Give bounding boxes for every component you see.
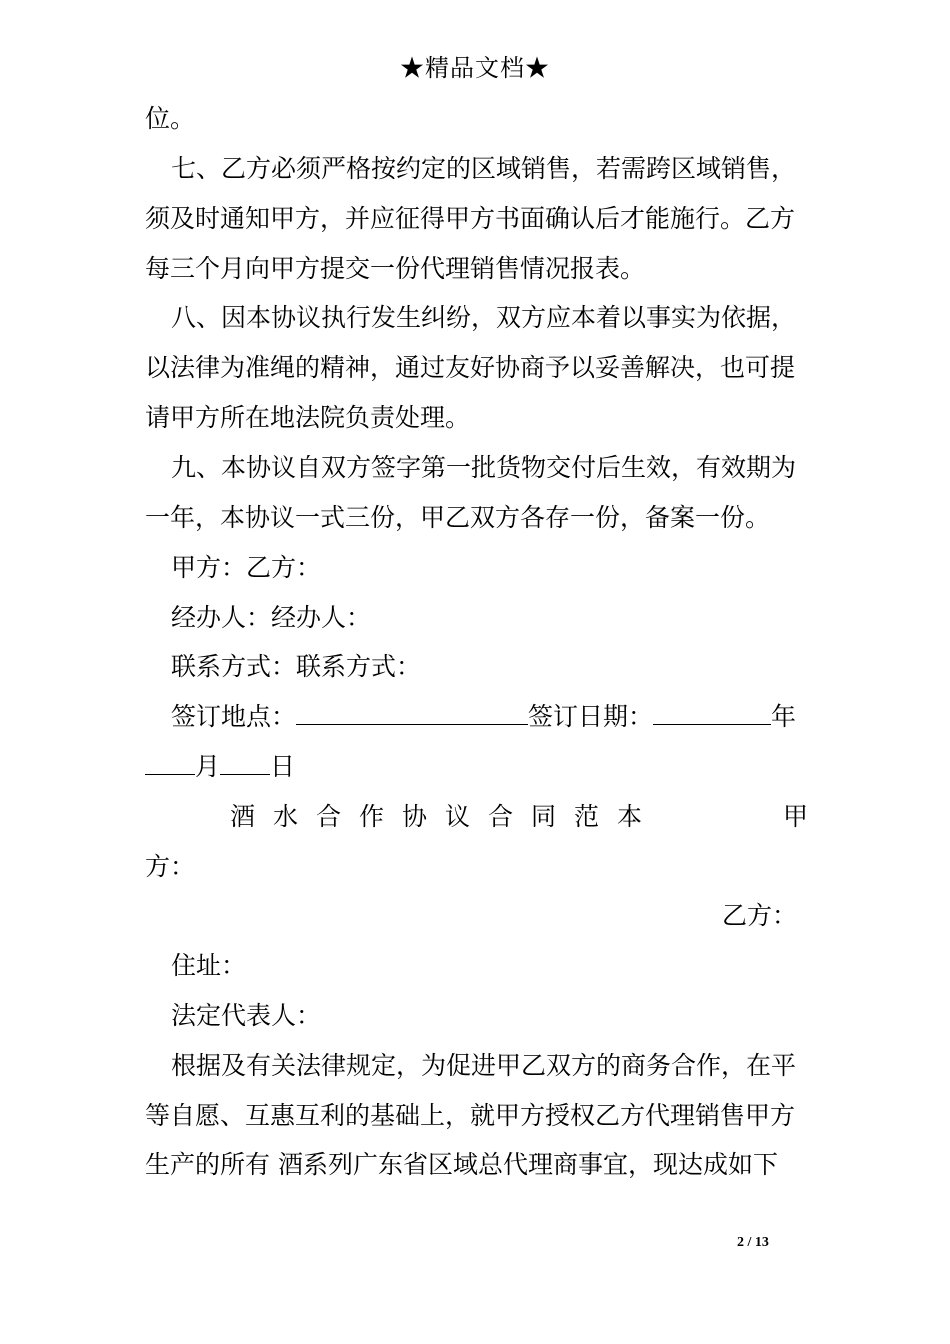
text-line: 请甲方所在地法院负责处理。	[145, 403, 471, 432]
month-label: 月	[195, 752, 221, 781]
party-a-cont: 方：	[145, 852, 196, 881]
page-number: 2 / 13	[737, 1235, 769, 1250]
text-line: 一年，本协议一式三份，甲乙双方各存一份，备案一份。	[145, 503, 771, 532]
day-label: 日	[270, 752, 296, 781]
party-line: 甲方：乙方：	[171, 553, 322, 582]
year-label: 年	[771, 702, 797, 731]
clause-9: 九、本协议自双方签字第一批货物交付后生效，有效期为	[171, 453, 797, 482]
signing-place-label: 签订地点：	[171, 702, 297, 731]
contract-body-line: 生产的所有 酒系列广东省区域总代理商事宜，现达成如下	[145, 1150, 778, 1179]
legal-rep-label: 法定代表人：	[171, 1001, 322, 1030]
text-line: 位。	[145, 104, 196, 133]
signing-line	[171, 702, 796, 732]
party-a-label: 甲	[783, 802, 809, 831]
handler-line: 经办人：经办人：	[171, 603, 372, 632]
contract-title: 酒水合作协议合同范本	[230, 802, 661, 831]
clause-7: 七、乙方必须严格按约定的区域销售，若需跨区域销售，	[171, 154, 797, 183]
year-blank	[653, 702, 771, 725]
contact-line: 联系方式：联系方式：	[171, 652, 422, 681]
address-label: 住址：	[171, 951, 247, 980]
contract-body-line: 等自愿、互惠互利的基础上，就甲方授权乙方代理销售甲方	[145, 1101, 796, 1130]
signing-place-blank	[296, 702, 528, 725]
month-blank	[145, 752, 195, 775]
clause-8: 八、因本协议执行发生纠纷，双方应本着以事实为依据，	[171, 303, 797, 332]
signing-date-line	[145, 752, 295, 782]
party-b-label: 乙方：	[722, 901, 798, 930]
text-line: 须及时通知甲方，并应征得甲方书面确认后才能施行。乙方	[145, 204, 796, 233]
document-header: ★精品文档★	[400, 54, 550, 82]
text-line: 以法律为准绳的精神，通过友好协商予以妥善解决，也可提	[145, 353, 796, 382]
contract-body-line: 根据及有关法律规定，为促进甲乙双方的商务合作，在平	[171, 1051, 797, 1080]
text-line: 每三个月向甲方提交一份代理销售情况报表。	[145, 254, 646, 283]
day-blank	[220, 752, 270, 775]
signing-date-label: 签订日期：	[528, 702, 654, 731]
